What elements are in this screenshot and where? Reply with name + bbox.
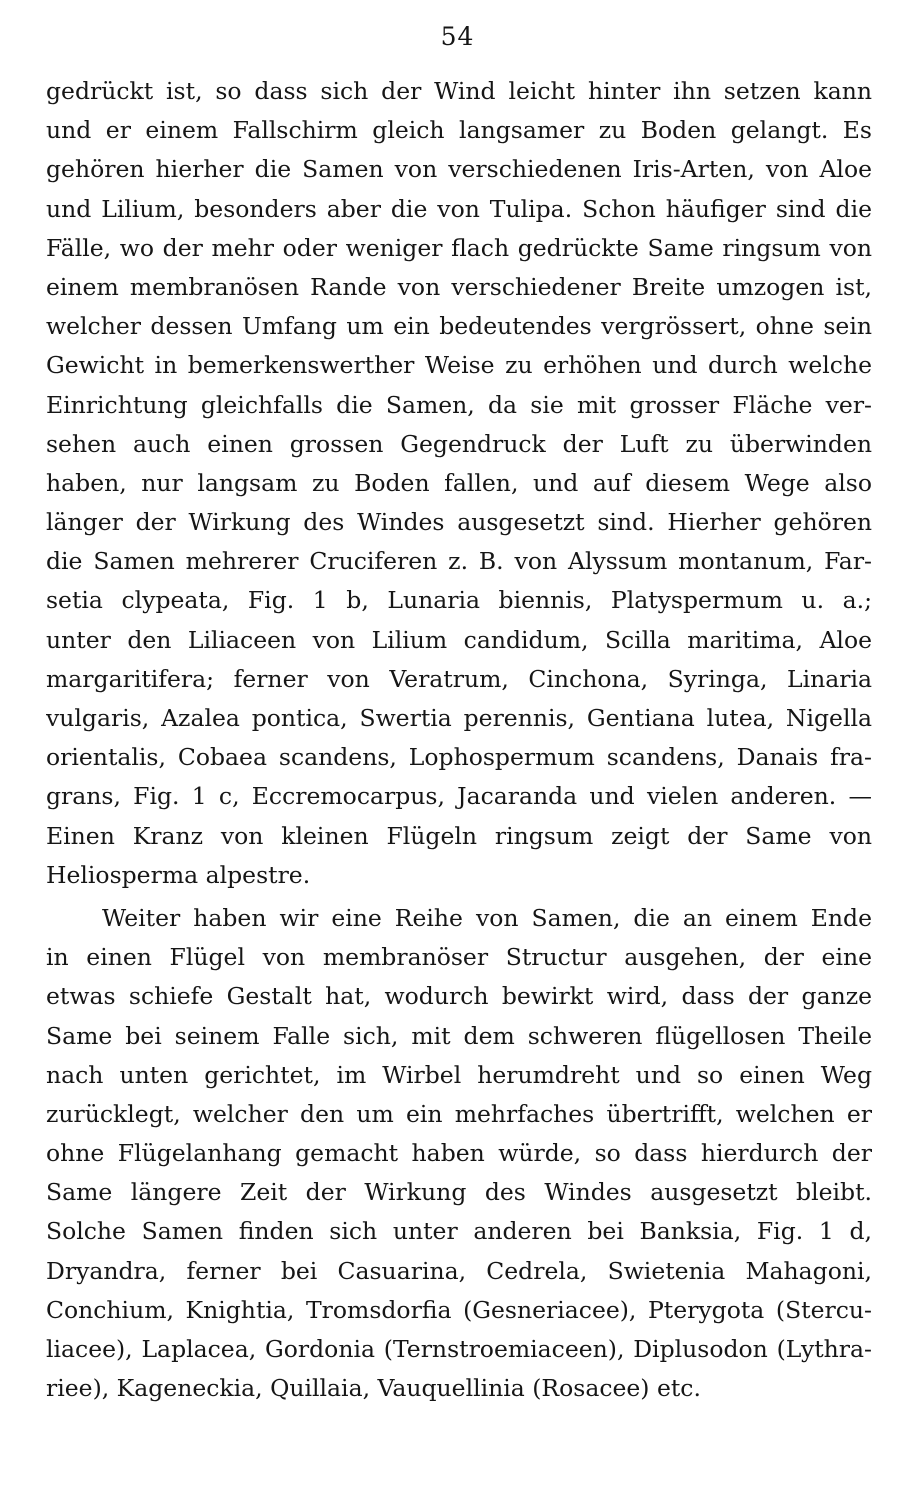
- text-line: grans, Fig. 1 c, Eccremocarpus, Jacaranda und vielen anderen. —: [46, 782, 872, 811]
- text-line: Solche Samen finden sich unter anderen bei Banksia, Fig. 1 d,: [46, 1217, 872, 1246]
- body-text: [46, 72, 872, 1408]
- text-line: etwas schiefe Gestalt hat, wodurch bewirkt wird, dass der ganze: [46, 982, 872, 1011]
- text-line: Gewicht in bemerkenswerther Weise zu erhöhen und durch welche: [46, 351, 872, 380]
- text-line: unter den Liliaceen von Lilium candidum, Scilla maritima, Aloe: [46, 625, 872, 654]
- text-line: ohne Flügelanhang gemacht haben würde, so dass hierdurch der: [46, 1139, 872, 1168]
- text-line: liacee), Laplacea, Gordonia (Ternstroemiaceen), Diplusodon (Lythra-: [46, 1335, 872, 1363]
- text-line: Same bei seinem Falle sich, mit dem schweren flügellosen Theile: [46, 1021, 872, 1050]
- text-line: riee), Kageneckia, Quillaia, Vauquellinia (Rosacee) etc.: [46, 1374, 701, 1403]
- text-line: Einrichtung gleichfalls die Samen, da sie mit grosser Fläche ver-: [46, 390, 872, 419]
- text-line: Einen Kranz von kleinen Flügeln ringsum zeigt der Same von: [46, 821, 872, 850]
- text-line: einem membranösen Rande von verschiedener Breite umzogen ist,: [46, 272, 872, 301]
- text-line: die Samen mehrerer Cruciferen z. B. von Alyssum montanum, Far-: [46, 547, 872, 576]
- text-line: gehören hierher die Samen von verschiedenen Iris-Arten, von Aloe: [46, 155, 872, 184]
- text-line: gedrückt ist, so dass sich der Wind leicht hinter ihn setzen kann: [46, 77, 872, 105]
- text-line: Same längere Zeit der Wirkung des Windes ausgesetzt bleibt.: [46, 1178, 872, 1207]
- text-line: Fälle, wo der mehr oder weniger flach gedrückte Same ringsum von: [46, 233, 872, 262]
- text-line: Weiter haben wir eine Reihe von Samen, die an einem Ende: [102, 903, 872, 932]
- text-line: zurücklegt, welcher den um ein mehrfaches übertrifft, welchen er: [46, 1099, 872, 1128]
- text-line: Dryandra, ferner bei Casuarina, Cedrela, Swietenia Mahagoni,: [46, 1256, 872, 1285]
- text-line: welcher dessen Umfang um ein bedeutendes vergrössert, ohne sein: [46, 312, 872, 341]
- text-line: und er einem Fallschirm gleich langsamer zu Boden gelangt. Es: [46, 116, 872, 145]
- text-line: haben, nur langsam zu Boden fallen, und auf diesem Wege also: [46, 468, 872, 497]
- text-line: setia clypeata, Fig. 1 b, Lunaria biennis, Platyspermum u. a.;: [46, 586, 872, 615]
- text-line: margaritifera; ferner von Veratrum, Cinchona, Syringa, Linaria: [46, 664, 872, 693]
- text-line: Heliosperma alpestre.: [46, 860, 311, 889]
- page-number: 54: [440, 22, 475, 51]
- text-line: orientalis, Cobaea scandens, Lophospermum scandens, Danais fra-: [46, 743, 872, 772]
- text-line: sehen auch einen grossen Gegendruck der Luft zu überwinden: [46, 429, 872, 458]
- text-line: und Lilium, besonders aber die von Tulipa. Schon häufiger sind die: [46, 194, 872, 223]
- text-line: in einen Flügel von membranöser Structur ausgehen, der eine: [46, 943, 872, 972]
- text-line: nach unten gerichtet, im Wirbel herumdreht und so einen Weg: [46, 1060, 872, 1089]
- text-line: länger der Wirkung des Windes ausgesetzt sind. Hierher gehören: [46, 508, 872, 537]
- text-line: Conchium, Knightia, Tromsdorfia (Gesneriacee), Pterygota (Stercu-: [46, 1295, 872, 1324]
- text-line: vulgaris, Azalea pontica, Swertia perennis, Gentiana lutea, Nigella: [46, 704, 872, 732]
